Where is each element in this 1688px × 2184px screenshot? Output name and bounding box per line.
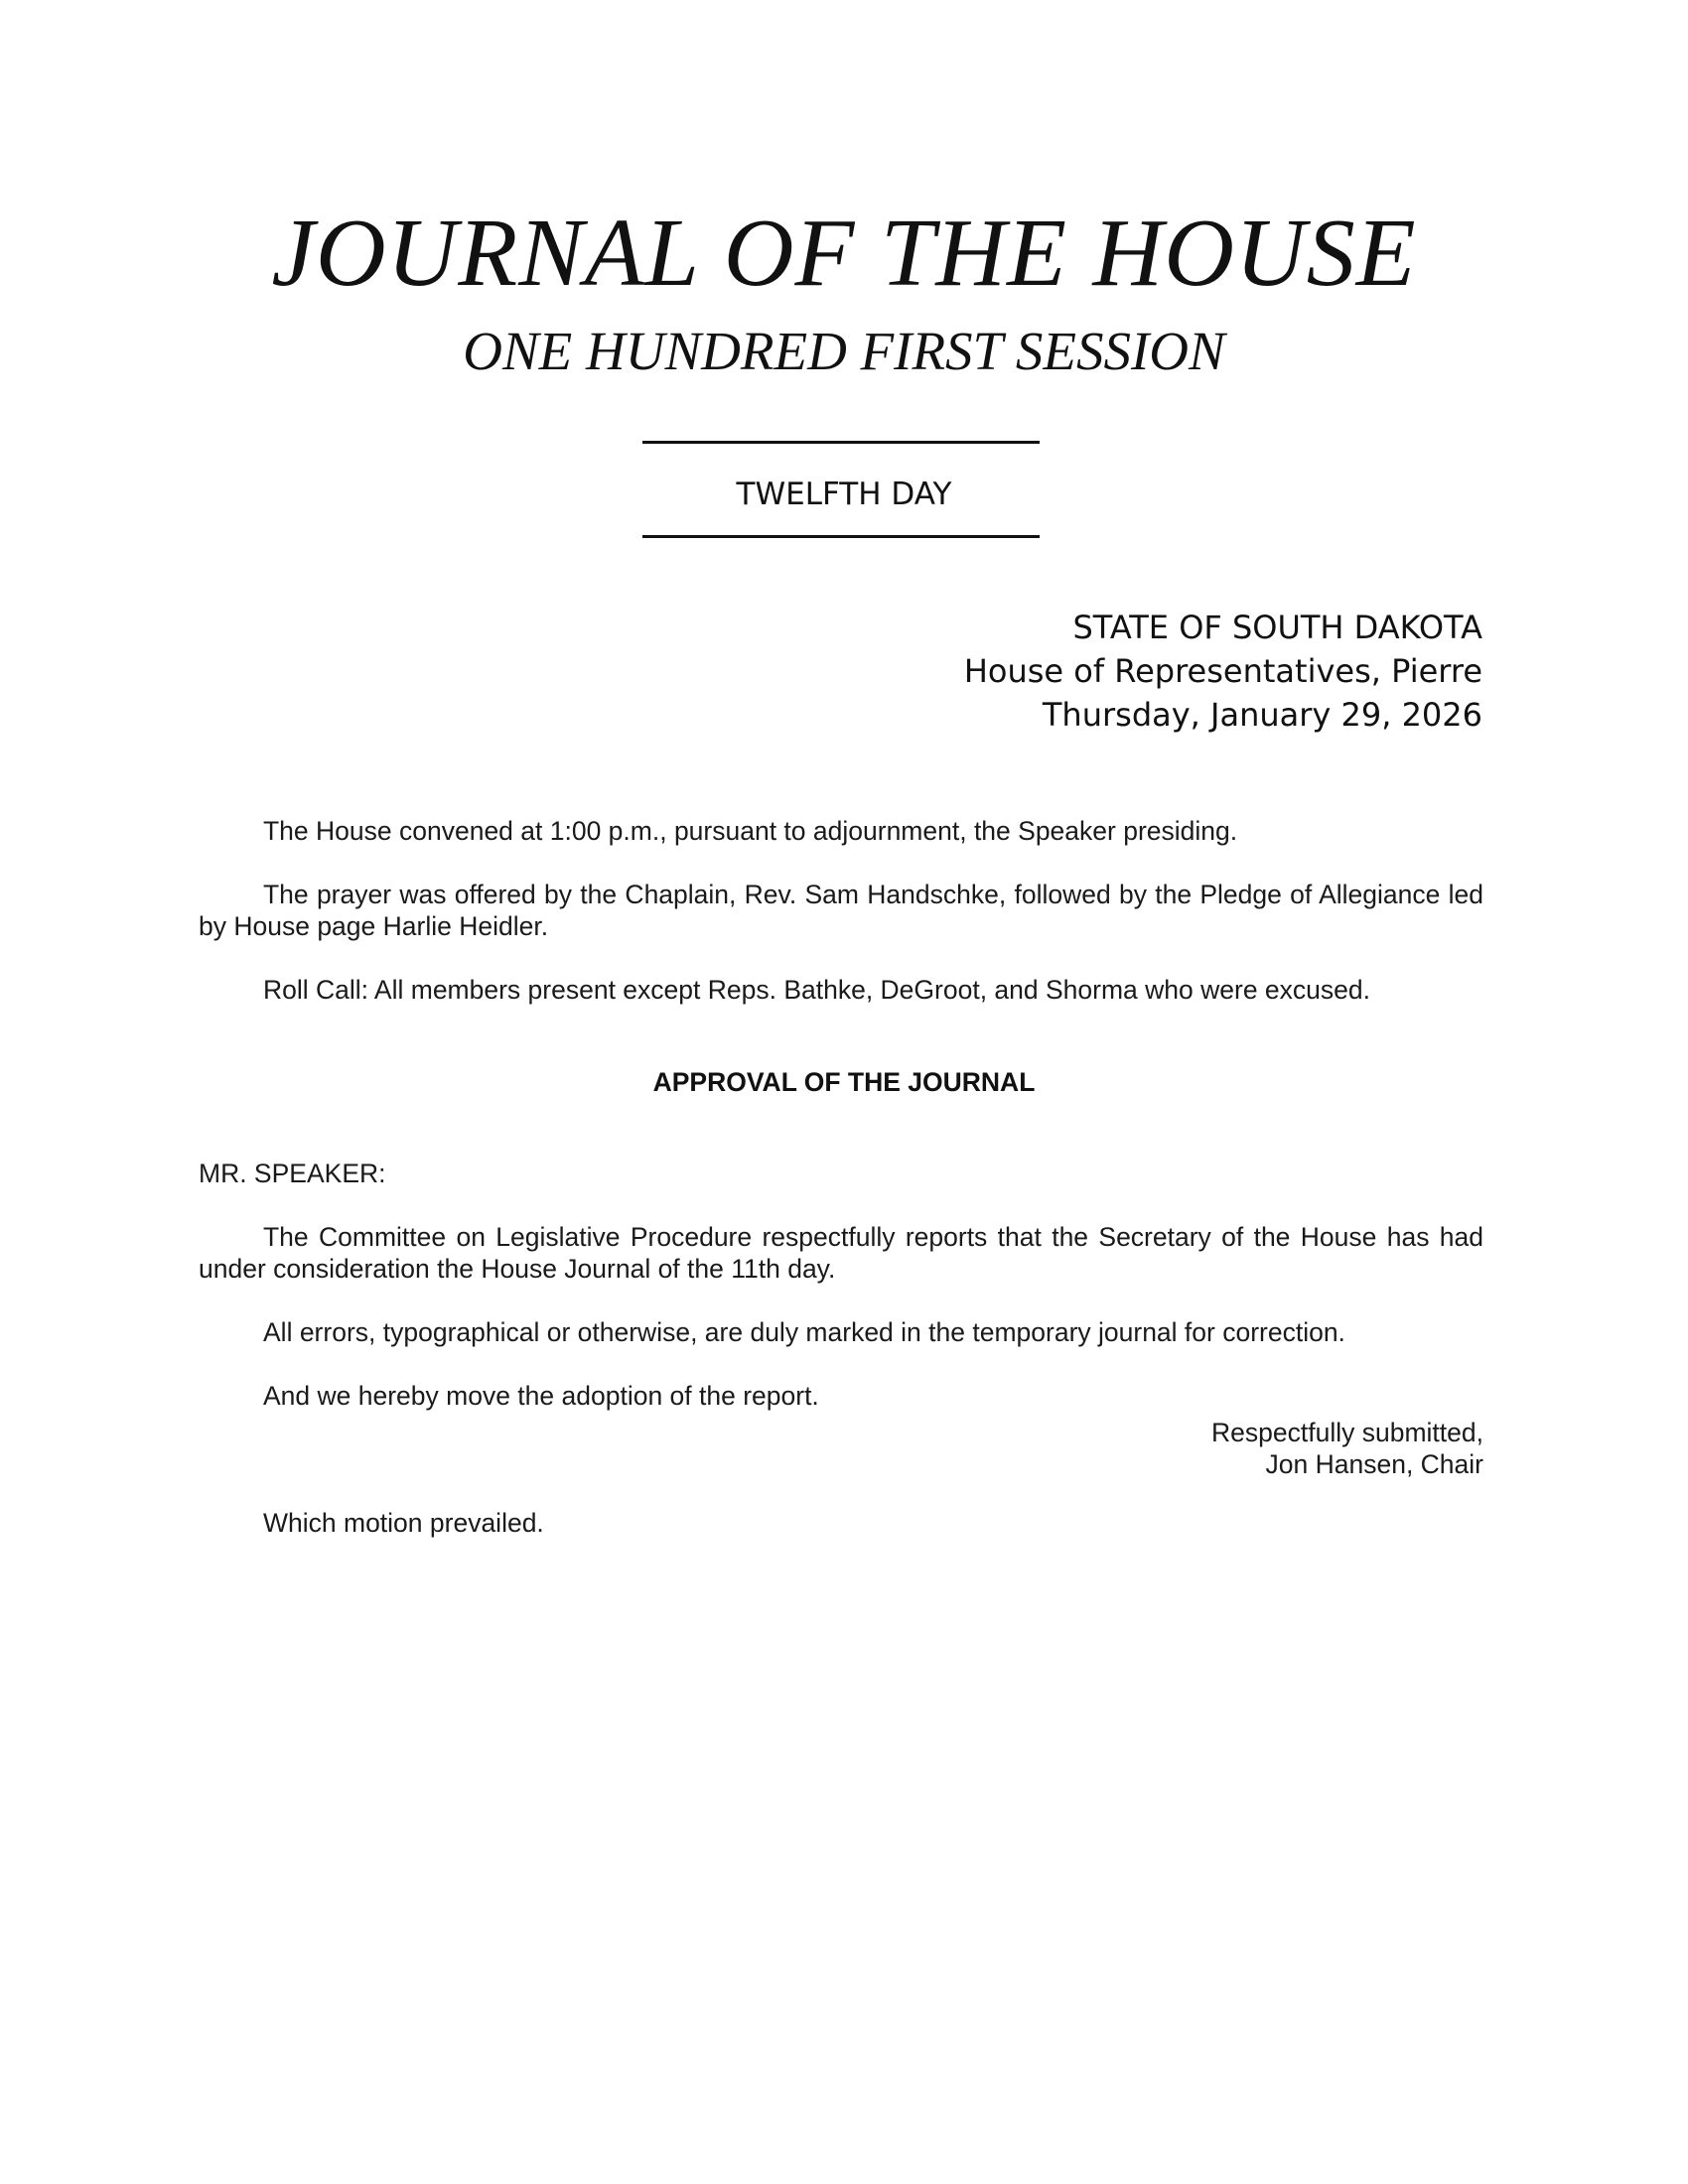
section-heading: APPROVAL OF THE JOURNAL bbox=[652, 1067, 1036, 1097]
chamber-line: House of Representatives, Pierre bbox=[963, 652, 1482, 690]
signoff-line: Respectfully submitted, bbox=[1211, 1418, 1483, 1447]
session-title: ONE HUNDRED FIRST SESSION bbox=[463, 321, 1225, 381]
signer-line: Jon Hansen, Chair bbox=[1265, 1449, 1483, 1479]
journal-title: JOURNAL OF THE HOUSE bbox=[271, 200, 1417, 307]
day-title: TWELFTH DAY bbox=[736, 477, 952, 512]
location-block bbox=[964, 606, 1482, 737]
prayer-paragraph: The prayer was offered by the Chaplain, Rev. Sam Handschke, followed by the Pledge of Allegiance led by House page Harlie Heidler. bbox=[199, 880, 1483, 941]
result-paragraph: Which motion prevailed. bbox=[263, 1508, 544, 1538]
convened-paragraph: The House convened at 1:00 p.m., pursuant to adjournment, the Speaker presiding. bbox=[263, 816, 1238, 846]
divider-top bbox=[642, 441, 1040, 444]
salutation: MR. SPEAKER: bbox=[199, 1159, 386, 1188]
divider-bottom bbox=[642, 535, 1040, 538]
date-line: Thursday, January 29, 2026 bbox=[1042, 696, 1482, 734]
errors-paragraph: All errors, typographical or otherwise, are duly marked in the temporary journal for correction. bbox=[263, 1317, 1345, 1347]
roll-call-paragraph: Roll Call: All members present except Reps. Bathke, DeGroot, and Shorma who were excused. bbox=[263, 975, 1370, 1005]
state-line: STATE OF SOUTH DAKOTA bbox=[1072, 609, 1482, 646]
signature-block bbox=[1211, 1417, 1483, 1480]
motion-paragraph: And we hereby move the adoption of the report. bbox=[263, 1381, 819, 1411]
report-paragraph: The Committee on Legislative Procedure respectfully reports that the Secretary of the House has had under consideration the House Journal of the 11th day. bbox=[199, 1222, 1483, 1284]
